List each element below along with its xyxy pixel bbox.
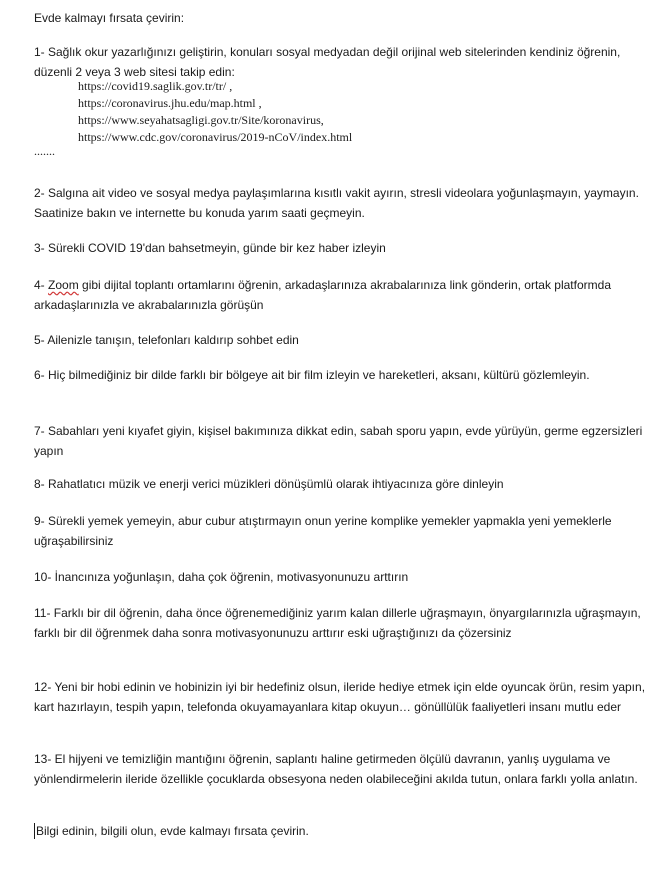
- spellcheck-word-zoom: Zoom: [48, 278, 79, 292]
- ellipsis-text: .......: [34, 144, 55, 158]
- list-item-7: 7- Sabahları yeni kıyafet giyin, kişisel bakımınıza dikkat edin, sabah sporu yapın, evde yürüyün, germe egzersizleri yapın: [34, 424, 643, 458]
- list-item-13: 13- El hijyeni ve temizliğin mantığını öğrenin, saplantı haline getirmeden ölçülü davranın, yanlış uygulama ve yönlendirmelerin ileride özellikle çocuklarda obsesyona neden olabileceğini akılda tutun, onlara farklı yolla anlatın.: [34, 752, 638, 786]
- list-item-11: 11- Farklı bir dil öğrenin, daha önce öğrenemediğiniz yarım kalan dillerle uğraşmayın, önyargılarınızla uğraşmayın, farklı bir dil öğrenmek daha sonra motivasyonunuzu arttırır eski uğraştığınızı da çözersiniz: [34, 606, 641, 640]
- list-item-12: 12- Yeni bir hobi edinin ve hobinizin iyi bir hedefiniz olsun, ileride hediye etmek için elde oyuncak örün, resim yapın, kart hazırlayın, tespih yapın, telefonda okuyamayanlara kitap okuyun… gönüllülük faaliyetleri insanı mutlu eder: [34, 680, 646, 714]
- list-item-2: 2- Salgına ait video ve sosyal medya paylaşımlarına kısıtlı vakit ayırın, stresli videolara yoğunlaşmayın, yaymayın. Saatinize bakın ve internette bu konuda yarım saati geçmeyin.: [34, 186, 639, 220]
- list-item-4-rest: gibi dijital toplantı ortamlarını öğrenin, arkadaşlarınıza akrabalarınıza link gönderin, ortak platformda arkadaşlarınızla ve akrabalarınızla görüşün: [34, 278, 611, 312]
- url-link-1[interactable]: https://covid19.saglik.gov.tr/tr/ ,: [78, 79, 233, 93]
- list-item-9: 9- Sürekli yemek yemeyin, abur cubur atıştırmayın onun yerine komplike yemekler yapmakla yeni yemeklerle uğraşabilirsiniz: [34, 514, 612, 548]
- list-item-6: 6- Hiç bilmediğiniz bir dilde farklı bir bölgeye ait bir film izleyin ve hareketleri, aksanı, kültürü gözlemleyin.: [34, 368, 590, 382]
- url-list: [78, 78, 638, 146]
- text-cursor: [34, 823, 35, 839]
- list-item-3: 3- Sürekli COVID 19'dan bahsetmeyin, günde bir kez haber izleyin: [34, 241, 386, 255]
- list-item-4-prefix: 4-: [34, 278, 49, 292]
- list-item-1: 1- Sağlık okur yazarlığınızı geliştirin, konuları sosyal medyadan değil orijinal web sitelerinden kendiniz öğrenin, düzenli 2 veya 3 web sitesi takip edin:: [34, 45, 621, 79]
- document-title: Evde kalmayı fırsata çevirin:: [34, 11, 185, 25]
- url-link-4[interactable]: https://www.cdc.gov/coronavirus/2019-nCoV/index.html: [78, 130, 353, 144]
- list-item-5: 5- Ailenizle tanışın, telefonları kaldırıp sohbet edin: [34, 333, 299, 347]
- url-link-3[interactable]: https://www.seyahatsagligi.gov.tr/Site/koronavirus,: [78, 113, 324, 127]
- closing-line: Bilgi edinin, bilgili olun, evde kalmayı fırsata çevirin.: [36, 824, 309, 838]
- list-item-10: 10- İnancınıza yoğunlaşın, daha çok öğrenin, motivasyonunuzu arttırın: [34, 570, 409, 584]
- url-link-2[interactable]: https://coronavirus.jhu.edu/map.html ,: [78, 96, 262, 110]
- list-item-8: 8- Rahatlatıcı müzik ve enerji verici müzikleri dönüşümlü olarak ihtiyacınıza göre dinleyin: [34, 477, 504, 491]
- list-item-4: [34, 275, 646, 315]
